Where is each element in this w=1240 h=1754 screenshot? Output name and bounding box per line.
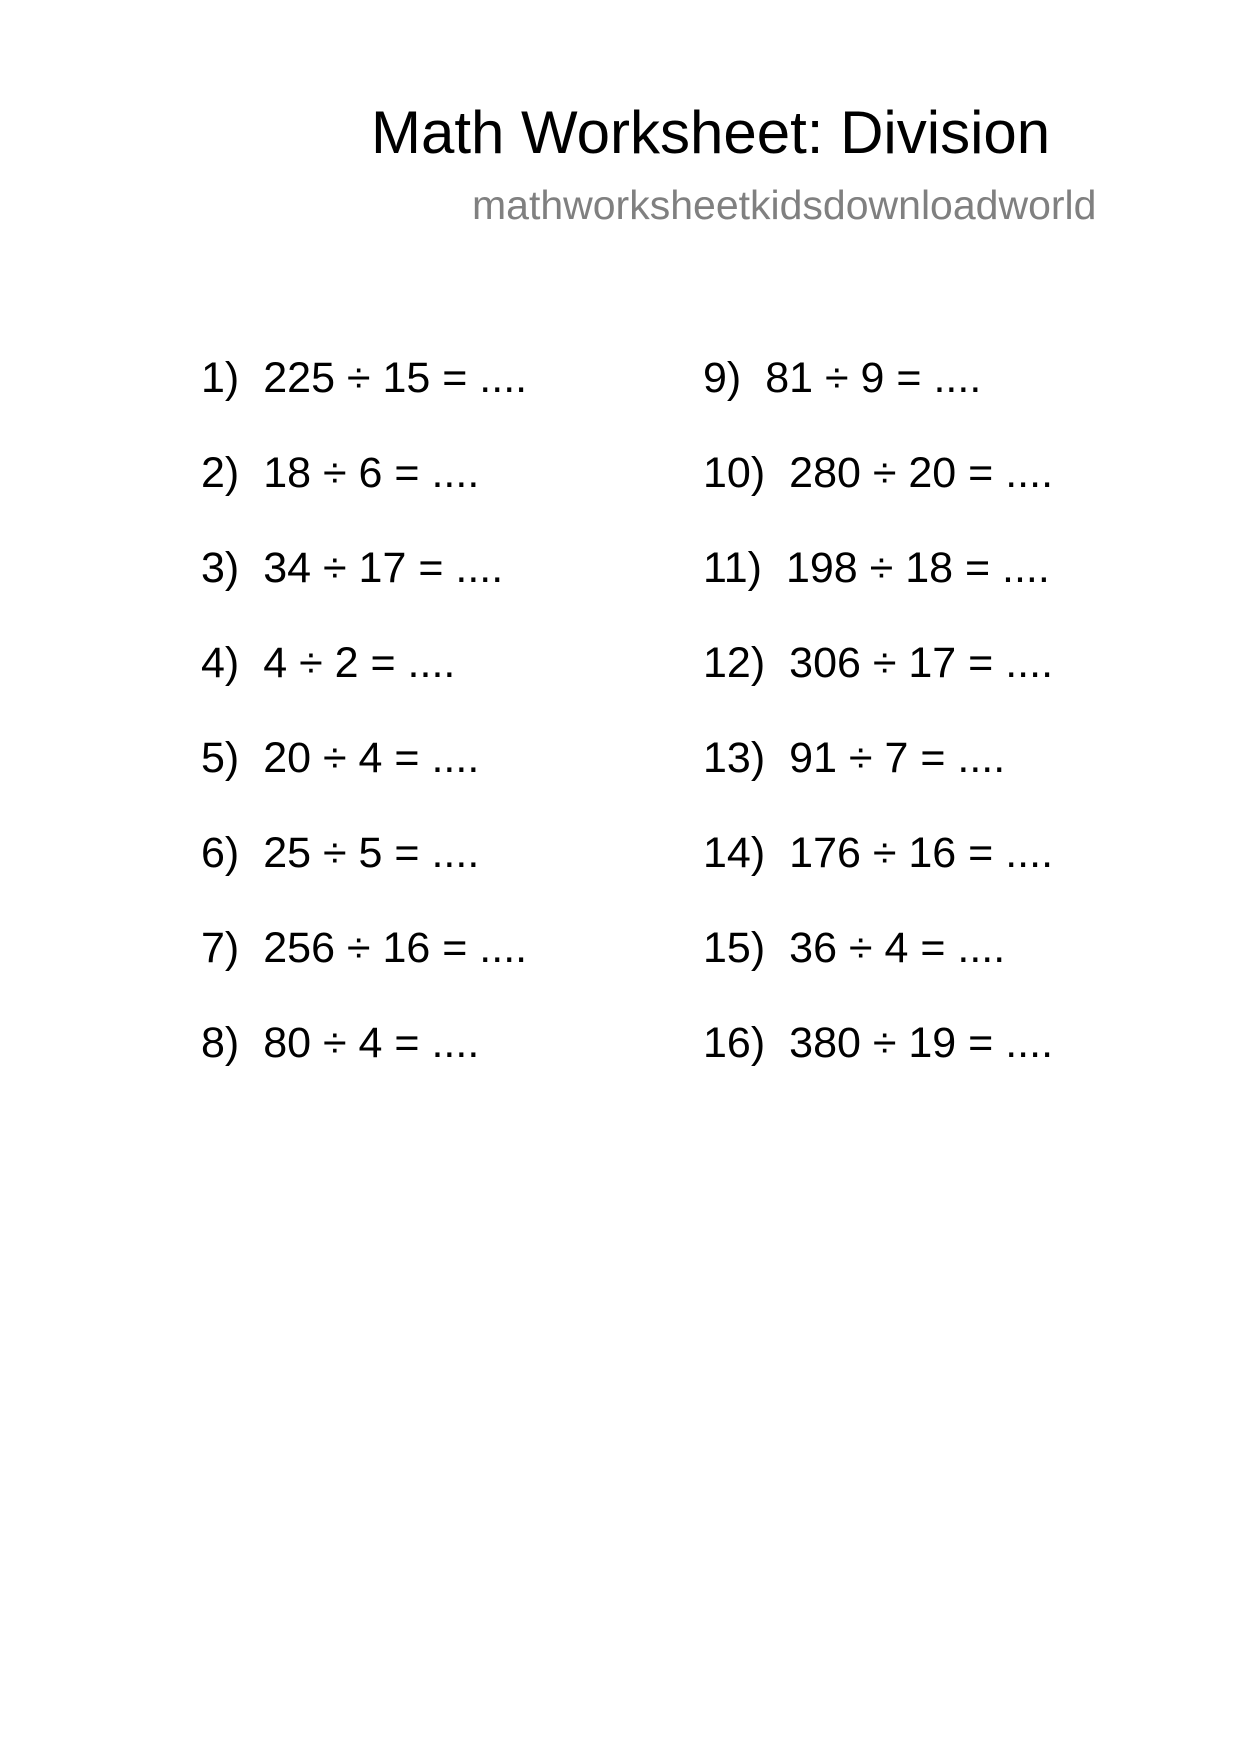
problem-6 bbox=[201, 828, 479, 878]
problem-number: 11) bbox=[703, 544, 762, 592]
problem-expression: 20 ÷ 4 = .... bbox=[263, 734, 480, 782]
problem-9 bbox=[703, 353, 981, 403]
problem-7 bbox=[201, 923, 527, 973]
page-title: Math Worksheet: Division bbox=[371, 99, 1051, 166]
problem-number: 10) bbox=[703, 449, 766, 497]
problem-15 bbox=[703, 923, 1005, 973]
problem-number: 15) bbox=[703, 924, 766, 972]
problem-number: 12) bbox=[703, 639, 766, 687]
problem-3 bbox=[201, 543, 503, 593]
problem-4 bbox=[201, 638, 455, 688]
problem-1 bbox=[201, 353, 527, 403]
problem-number: 3) bbox=[201, 544, 240, 592]
problem-number: 9) bbox=[703, 354, 742, 402]
problem-expression: 80 ÷ 4 = .... bbox=[263, 1019, 480, 1067]
problem-expression: 36 ÷ 4 = .... bbox=[789, 924, 1006, 972]
problem-16 bbox=[703, 1018, 1053, 1068]
problem-14 bbox=[703, 828, 1053, 878]
problem-10 bbox=[703, 448, 1053, 498]
problem-12 bbox=[703, 638, 1053, 688]
problem-13 bbox=[703, 733, 1005, 783]
problem-number: 1) bbox=[201, 354, 240, 402]
problem-number: 8) bbox=[201, 1019, 240, 1067]
problem-expression: 280 ÷ 20 = .... bbox=[789, 449, 1054, 497]
problem-number: 7) bbox=[201, 924, 240, 972]
problem-expression: 198 ÷ 18 = .... bbox=[785, 544, 1050, 592]
problem-number: 4) bbox=[201, 639, 240, 687]
problem-number: 14) bbox=[703, 829, 766, 877]
problem-expression: 256 ÷ 16 = .... bbox=[263, 924, 528, 972]
problem-number: 13) bbox=[703, 734, 766, 782]
problem-11 bbox=[703, 543, 1050, 593]
problem-expression: 91 ÷ 7 = .... bbox=[789, 734, 1006, 782]
problem-expression: 380 ÷ 19 = .... bbox=[789, 1019, 1054, 1067]
problem-expression: 18 ÷ 6 = .... bbox=[263, 449, 480, 497]
problem-5 bbox=[201, 733, 479, 783]
problem-8 bbox=[201, 1018, 479, 1068]
problem-expression: 176 ÷ 16 = .... bbox=[789, 829, 1054, 877]
problem-number: 16) bbox=[703, 1019, 766, 1067]
problem-2 bbox=[201, 448, 479, 498]
problem-number: 6) bbox=[201, 829, 240, 877]
problem-expression: 225 ÷ 15 = .... bbox=[263, 354, 528, 402]
problem-expression: 25 ÷ 5 = .... bbox=[263, 829, 480, 877]
page-subtitle: mathworksheetkidsdownloadworld bbox=[472, 182, 1097, 228]
problem-expression: 306 ÷ 17 = .... bbox=[789, 639, 1054, 687]
problem-expression: 81 ÷ 9 = .... bbox=[765, 354, 982, 402]
problem-expression: 34 ÷ 17 = .... bbox=[263, 544, 504, 592]
problem-number: 2) bbox=[201, 449, 240, 497]
problem-expression: 4 ÷ 2 = .... bbox=[263, 639, 456, 687]
problem-number: 5) bbox=[201, 734, 240, 782]
